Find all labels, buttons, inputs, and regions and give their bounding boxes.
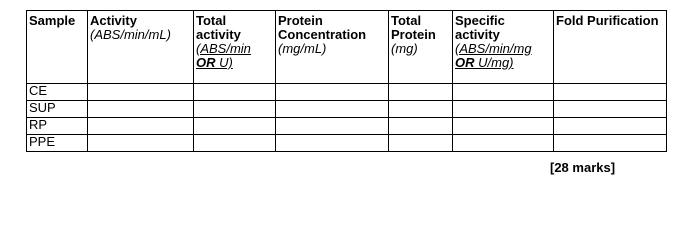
table-cell[interactable] [389,84,453,101]
header-activity: Activity (ABS/min/mL) [88,11,194,84]
table-cell[interactable] [389,118,453,135]
row-label: SUP [27,101,88,118]
row-label: RP [27,118,88,135]
table-cell[interactable] [194,84,276,101]
table-cell[interactable] [554,84,667,101]
table-row [27,135,667,152]
header-total-protein: Total Protein (mg) [389,11,453,84]
table-cell[interactable] [389,101,453,118]
header-protein-concentration: Protein Concentration (mg/mL) [276,11,389,84]
header-fold-purification: Fold Purification [554,11,667,84]
table-cell[interactable] [389,135,453,152]
table-cell[interactable] [453,84,554,101]
table-cell[interactable] [276,84,389,101]
header-total-activity: Total activity (ABS/min OR U) [194,11,276,84]
table-cell[interactable] [88,118,194,135]
table-cell[interactable] [88,84,194,101]
marks-label: [28 marks] [550,160,616,175]
table-row [27,84,667,101]
table-cell[interactable] [554,101,667,118]
table-cell[interactable] [453,135,554,152]
purification-table [26,10,667,152]
table-cell[interactable] [554,135,667,152]
table-cell[interactable] [554,118,667,135]
table-row [27,101,667,118]
header-specific-activity: Specific activity (ABS/min/mg OR U/mg) [453,11,554,84]
table-cell[interactable] [276,101,389,118]
table-cell[interactable] [88,135,194,152]
table-cell[interactable] [194,101,276,118]
header-sample: Sample [27,11,88,84]
table-cell[interactable] [194,118,276,135]
table-cell[interactable] [453,101,554,118]
table-cell[interactable] [194,135,276,152]
row-label: CE [27,84,88,101]
table-cell[interactable] [276,118,389,135]
table-cell[interactable] [276,135,389,152]
table-cell[interactable] [453,118,554,135]
table-cell[interactable] [88,101,194,118]
row-label: PPE [27,135,88,152]
header-row [27,11,667,84]
table-row [27,118,667,135]
